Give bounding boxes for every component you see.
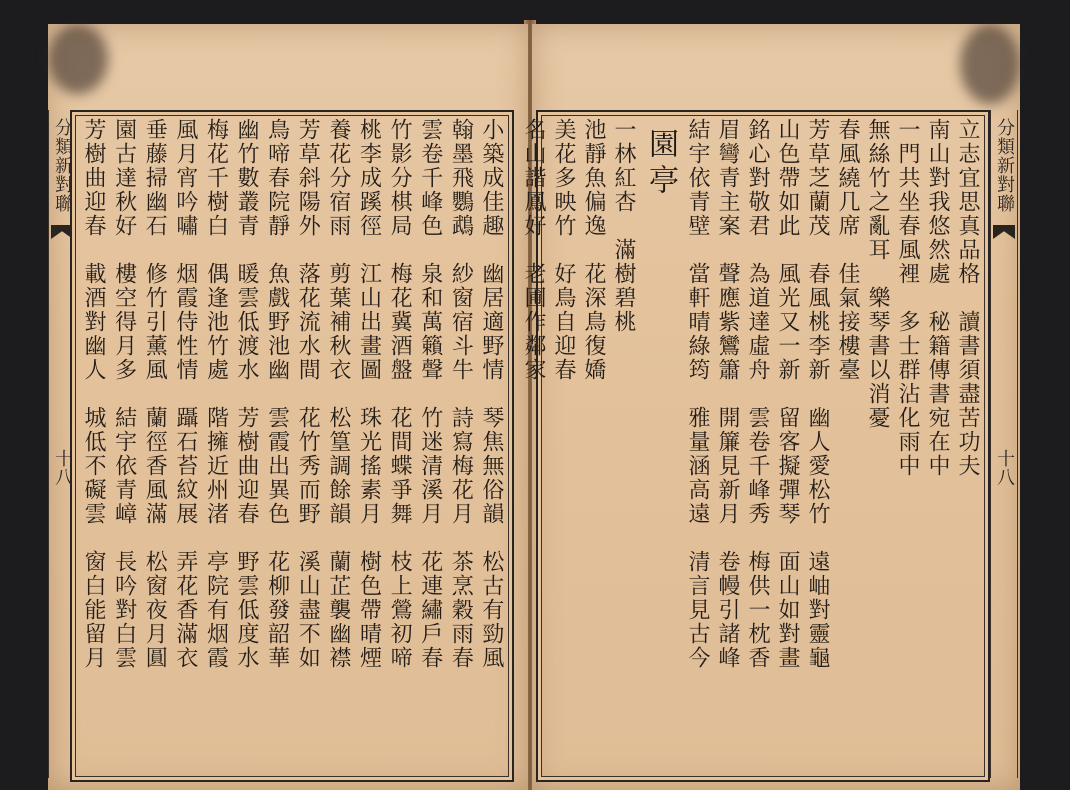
text-column: 翰墨飛鸚鵡 紗窗宿斗牛 詩寫梅花月 茶烹穀雨春 [448, 118, 474, 670]
right-margin-strip [990, 110, 1018, 778]
text-column: 銘心對敬君 為道達虛舟 雲卷千峰秀 梅供一枕香 [745, 118, 770, 670]
text-column: 一林紅杏 滿樹碧桃 [611, 118, 636, 334]
text-column: 風月宵吟嘯 烟霞侍性情 躡石苔紋展 弄花香滿衣 [172, 118, 198, 670]
right-page [521, 24, 1020, 790]
right-margin-title: 分類新對聯 [994, 118, 1015, 213]
left-columns [78, 118, 506, 774]
left-page-number: 十八 [52, 449, 73, 487]
text-column: 垂藤掃幽石 修竹引薰風 蘭徑香風滿 松窗夜月圓 [142, 118, 168, 670]
text-column: 山色帶如此 風光又一新 留客擬彈琴 面山如對畫 [775, 118, 800, 670]
text-column: 眉彎青主案 聲應紫鸞簫 開簾見新月 卷幔引諸峰 [715, 118, 740, 670]
text-column: 南山對我悠然處 秘籍傳書宛在中 [925, 118, 950, 478]
text-column: 芳草斜陽外 落花流水間 花竹秀而野 溪山盡不如 [295, 118, 321, 670]
left-text-frame [70, 110, 514, 782]
text-column: 一門共坐春風裡 多士群沾化雨中 [895, 118, 920, 478]
text-column: 養花分宿雨 剪葉補秋衣 松篁調餘韻 蘭芷襲幽襟 [325, 118, 351, 670]
text-column: 芳草芝蘭茂 春風桃李新 幽人愛松竹 遠岫對靈龜 [805, 118, 830, 670]
right-text-frame [521, 110, 990, 782]
text-column: 芳樹曲迎春 載酒對幽人 城低不礙雲 窗白能留月 [81, 118, 106, 670]
text-column: 池靜魚偏逸 花深鳥復嬌 [581, 118, 606, 382]
text-column: 竹影分棋局 梅花冀酒盤 花間蝶爭舞 枝上鶯初啼 [387, 118, 413, 670]
text-column: 桃李成蹊徑 江山出畫圖 珠光搖素月 樹色帶晴煙 [356, 118, 382, 670]
right-columns [521, 118, 982, 774]
text-column: 結宇依青壁 當軒晴綠筠 雅量涵高遠 清言見古今 [685, 118, 710, 670]
text-column: 名山諧鳳好 老圃作鄰家 [521, 118, 546, 382]
paper-stain [48, 24, 108, 94]
section-heading: 園亭 [643, 128, 678, 200]
text-column: 梅花千樹白 偶逢池竹處 階擁近州渚 亭院有烟霞 [203, 118, 229, 670]
paper-stain [960, 24, 1020, 104]
text-column: 無絲竹之亂耳 樂琴書以消憂 [865, 118, 890, 430]
text-column: 園古達秋好 樓空得月多 結宇依青嶂 長吟對白雲 [111, 118, 137, 670]
text-column: 春風繞几席 佳氣接樓臺 [835, 118, 860, 382]
text-column: 小築成佳趣 幽居適野情 琴焦無俗韻 松古有勁風 [478, 118, 504, 670]
text-column: 立志宜思真品格 讀書須盡苦功夫 [955, 118, 980, 478]
right-page-number: 十八 [994, 449, 1015, 487]
fish-tail-mark [993, 225, 1015, 239]
text-column: 美花多映竹 好鳥自迎春 [551, 118, 576, 382]
text-column: 幽竹數叢青 暖雲低渡水 芳樹曲迎春 野雲低度水 [234, 118, 260, 670]
text-column: 鳥啼春院靜 魚戲野池幽 雲霞出異色 花柳發韶華 [264, 118, 290, 670]
left-page [48, 24, 528, 790]
left-margin-title: 分類新對聯 [52, 118, 73, 213]
text-column: 雲卷千峰色 泉和萬籟聲 竹迷清溪月 花連繡戶春 [417, 118, 443, 670]
